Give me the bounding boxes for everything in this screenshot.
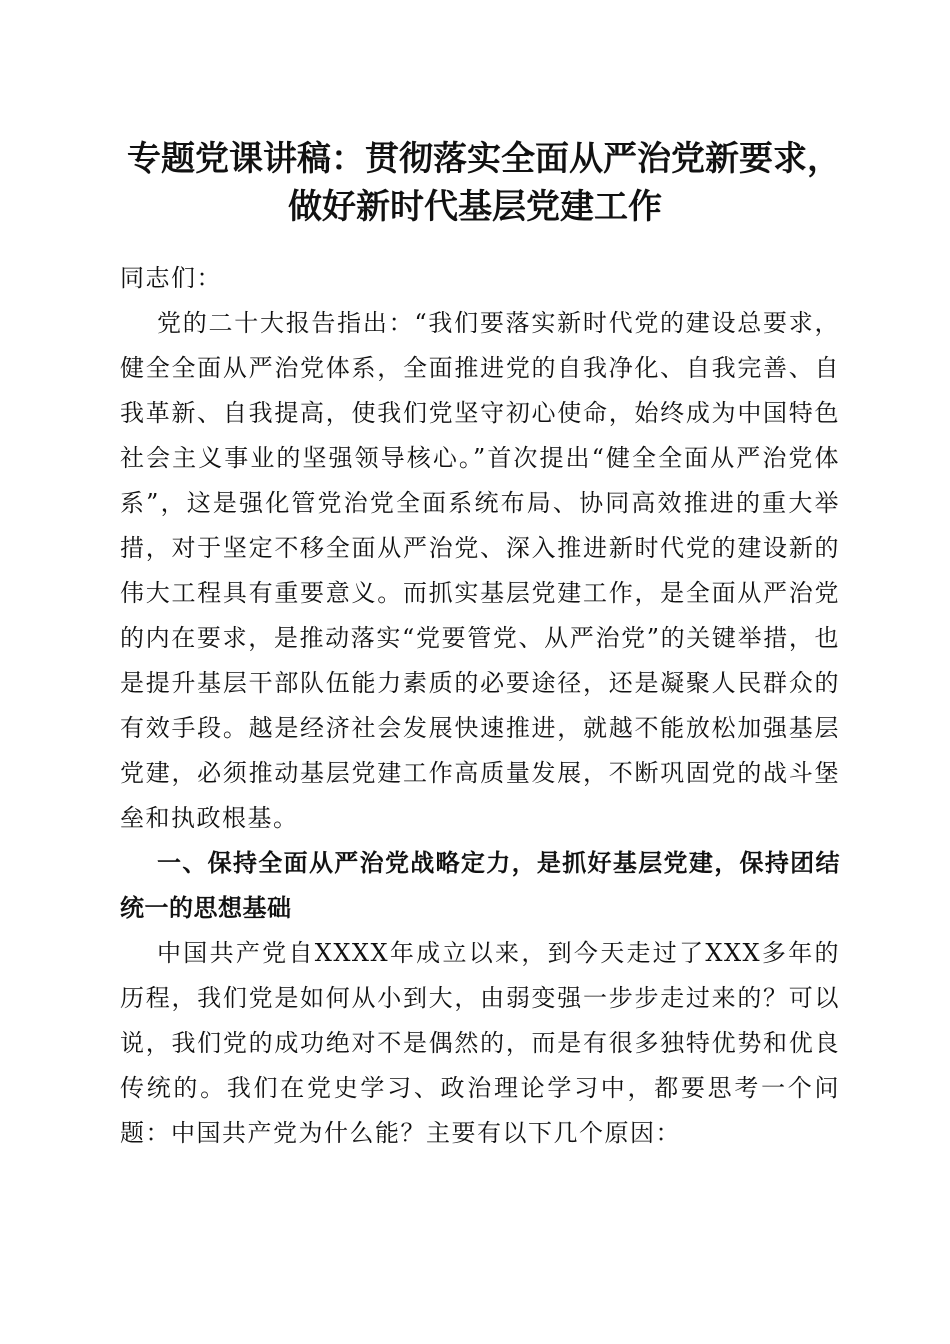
section-heading-1: 一、保持全面从严治党战略定力，是抓好基层党建，保持团结统一的思想基础 [120,849,840,922]
salutation: 同志们： [120,264,222,292]
title-line-2: 做好新时代基层党建工作 [288,187,662,227]
title-line-1: 专题党课讲稿：贯彻落实全面从严治党新要求， [127,139,841,179]
document-title [0,135,950,231]
paragraph-section-1: 中国共产党自XXXX年成立以来，到今天走过了XXX多年的历程，我们党是如何从小到大，由弱变强一步步走过来的？可以说，我们党的成功绝对不是偶然的，而是有很多独特优势和优良传统的。我们在党史学习、政治理论学习中，都要思考一个问题：中国共产党为什么能？主要有以下几个原因： [120,939,840,1147]
paragraph-intro: 党的二十大报告指出：“我们要落实新时代党的建设总要求，健全全面从严治党体系，全面推进党的自我净化、自我完善、自我革新、自我提高，使我们党坚守初心使命，始终成为中国特色社会主义事业的坚强领导核心。”首次提出“健全全面从严治党体系”，这是强化管党治党全面系统布局、协同高效推进的重大举措，对于坚定不移全面从严治党、深入推进新时代党的建设新的伟大工程具有重要意义。而抓实基层党建工作，是全面从严治党的内在要求，是推动落实“党要管党、从严治党”的关键举措，也是提升基层干部队伍能力素质的必要途径，还是凝聚人民群众的有效手段。越是经济社会发展快速推进，就越不能放松加强基层党建，必须推动基层党建工作高质量发展，不断巩固党的战斗堡垒和执政根基。 [120,309,840,832]
document-body [120,256,840,1156]
